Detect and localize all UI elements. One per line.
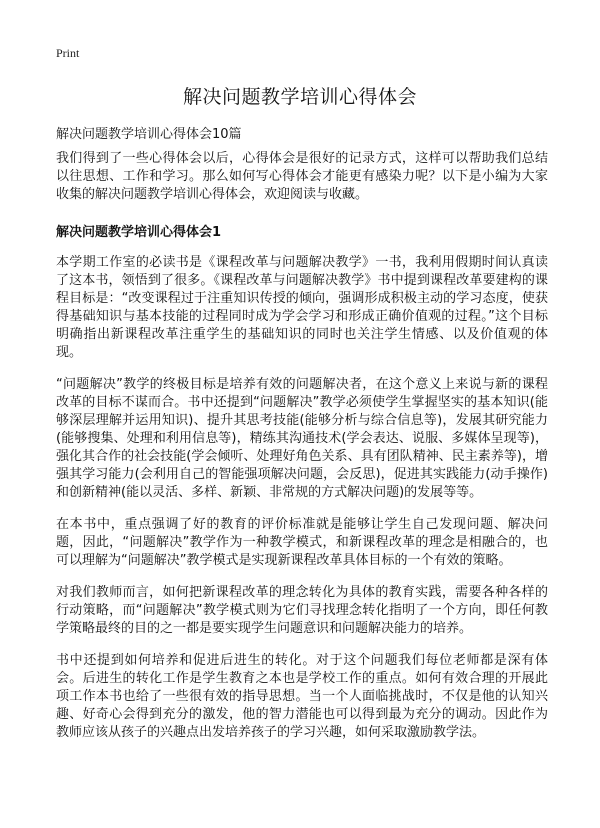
document-subtitle: 解决问题教学培训心得体会10篇	[56, 127, 242, 142]
body-paragraph: 书中还提到如何培养和促进后进生的转化。对于这个问题我们每位老师都是深有体会。后进生的转化工作是学生教育之本也是学校工作的重点。如何有效合理的开展此项工作本书也给了一些很有效的指导思想。当一个人面临挑战时，不仅是他的认知兴趣、好奇心会得到充分的激发，他的智力潜能也可以得到最为充分的调动。因此作为教师应该从孩子的兴趣点出发培养孩子的学习兴趣，如何采取激励教学法。	[56, 653, 548, 740]
intro-paragraph: 我们得到了一些心得体会以后，心得体会是很好的记录方式，这样可以帮助我们总结以往思想、工作和学习。那么如何写心得体会才能更有感染力呢？以下是小编为大家收集的解决问题教学培训心得体会，欢迎阅读与收藏。	[56, 151, 548, 202]
print-link[interactable]: Print	[56, 46, 80, 60]
document-body	[56, 150, 548, 756]
body-paragraph: 在本书中，重点强调了好的教育的评价标准就是能够让学生自己发现问题、解决问题，因此，“问题解决”教学作为一种教学模式，和新课程改革的理念是相融合的，也可以理解为“问题解决”教学模式是实现新课程改革具体目标的一个有效的策略。	[56, 517, 548, 568]
body-paragraph: 本学期工作室的必读书是《课程改革与问题解决教学》一书，我利用假期时间认真读了这本书，领悟到了很多。《课程改革与问题解决教学》书中提到课程改革要建构的课程目标是：“改变课程过于注重知识传授的倾向，强调形成积极主动的学习态度，使获得基础知识与基本技能的过程同时成为学会学习和形成正确价值观的过程。”这个目标明确指出新课程改革注重学生的基础知识的同时也关注学生情感、以及价值观的体现。	[56, 255, 548, 360]
body-paragraph: “问题解决”教学的终极目标是培养有效的问题解决者，在这个意义上来说与新的课程改革的目标不谋而合。书中还提到“问题解决”教学必须使学生掌握坚实的基本知识(能够深层理解并运用知识)、提升其思考技能(能够分析与综合信息等)，发展其研究能力(能够搜集、处理和利用信息等)，精练其沟通技术(学会表达、说服、多媒体呈现等)，强化其合作的社会技能(学会倾听、处理好角色关系、具有团队精神、民主素养等)，增强其学习能力(会利用自己的智能强项解决问题，会反思)，促进其实践能力(动手操作)和创新精神(能以灵活、多样、新颖、非常规的方式解决问题)的发展等等。	[56, 377, 548, 500]
section-heading: 解决问题教学培训心得体会1	[56, 225, 222, 240]
document-title: 解决问题教学培训心得体会	[182, 86, 417, 108]
body-paragraph: 对我们教师而言，如何把新课程改革的理念转化为具体的教育实践，需要各种各样的行动策略，而“问题解决”教学模式则为它们寻找理念转化指明了一个方向，即任何教学策略最终的目的之一都是要实现学生问题意识和问题解决能力的培养。	[56, 585, 548, 636]
